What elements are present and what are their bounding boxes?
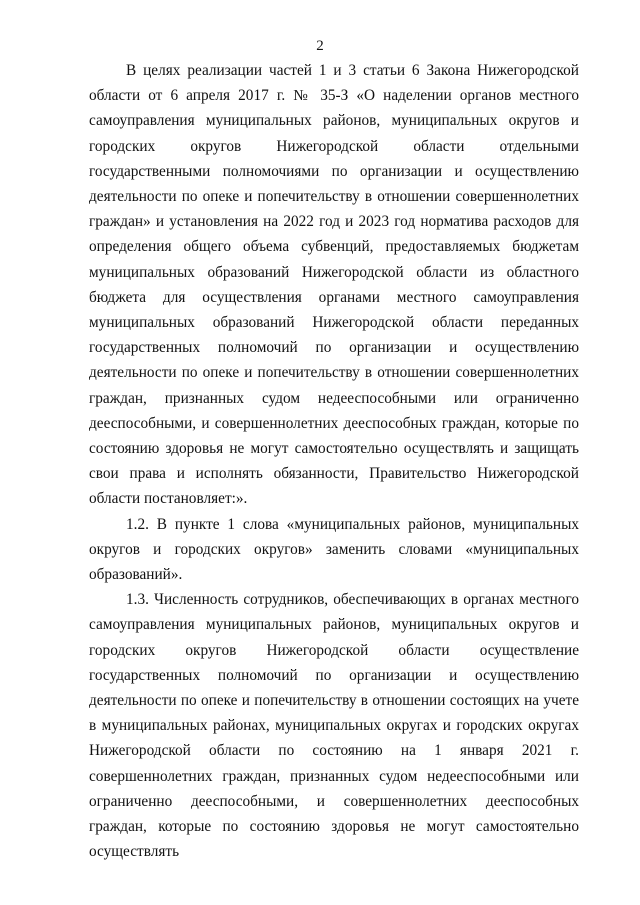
paragraph-preamble: В целях реализации частей 1 и 3 статьи 6 Закона Нижегородской области от 6 апреля 2017 г. № 35-З «О наделении органов местного самоуправления муниципальных районов, муниципальных округов и городских округов Нижегородской области отдельными государственными полномочиями по организации и осуществлению деятельности по опеке и попечительству в отношении совершеннолетних граждан» и установления на 2022 год и 2023 год норматива расходов для определения общего объема субвенций, предоставляемых бюджетам муниципальных образований Нижегородской области из областного бюджета для осуществления органами местного самоуправления муниципальных образований Нижегородской области переданных государственных полномочий по организации и осуществлению деятельности по опеке и попечительству в отношении совершеннолетних граждан, признанных судом недееспособными или ограниченно дееспособными, и совершеннолетних дееспособных граждан, которые по состоянию здоровья не могут самостоятельно осуществлять и защищать свои права и исполнять обязанности, Правительство Нижегородской области постановляет:». xyxy=(89,62,579,508)
paragraph-item-1-2: 1.2. В пункте 1 слова «муниципальных районов, муниципальных округов и городских округов» заменить словами «муниципальных образований». xyxy=(89,515,579,584)
page-number: 2 xyxy=(316,38,324,54)
paragraph-item-1-3: 1.3. Численность сотрудников, обеспечивающих в органах местного самоуправления муниципальных районов, муниципальных округов и городских округов Нижегородской области осуществление государственных полномочий по организации и осуществлению деятельности по опеке и попечительству в отношении состоящих на учете в муниципальных районах, муниципальных округах и городских округах Нижегородской области по состоянию на 1 января 2021 г. совершеннолетних граждан, признанных судом недееспособными или ограниченно дееспособными, и совершеннолетних дееспособных граждан, которые по состоянию здоровья не могут самостоятельно осуществлять xyxy=(89,591,579,861)
document-body xyxy=(89,58,579,865)
